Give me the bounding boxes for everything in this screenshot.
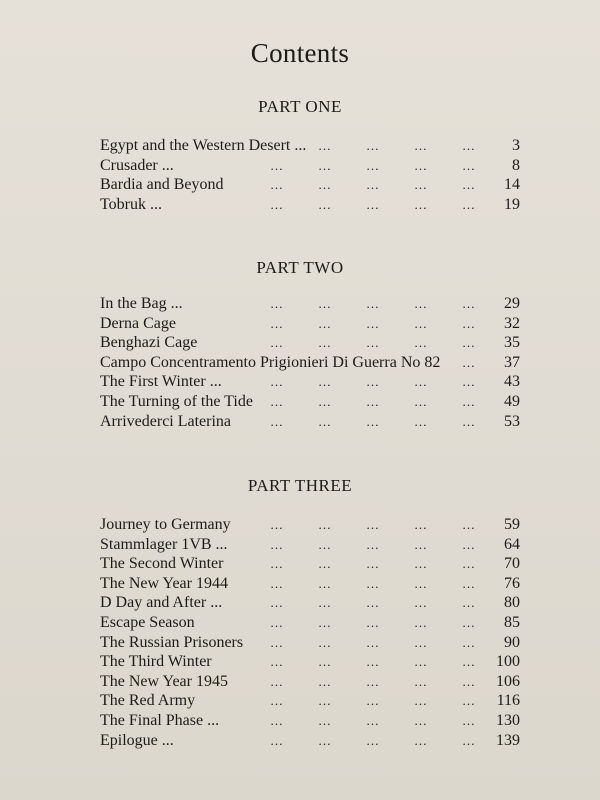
dot-leader: … bbox=[462, 296, 476, 311]
dot-leader: … bbox=[318, 138, 332, 153]
dot-leader: … bbox=[462, 673, 476, 689]
toc-entry bbox=[100, 156, 520, 176]
dot-leader: … bbox=[318, 673, 332, 689]
dot-leader: … bbox=[318, 413, 332, 429]
entry-page: 90 bbox=[504, 633, 520, 651]
dot-leader: … bbox=[414, 393, 428, 409]
dot-leader: … bbox=[318, 575, 332, 591]
entry-page: 43 bbox=[504, 373, 520, 391]
dot-leader: … bbox=[462, 634, 476, 650]
entry-title: The Turning of the Tide bbox=[100, 392, 253, 410]
dot-leader: … bbox=[270, 296, 284, 311]
entry-page: 100 bbox=[496, 653, 520, 671]
dot-leader: … bbox=[270, 315, 284, 331]
entry-title: Derna Cage bbox=[100, 314, 176, 332]
entry-page: 14 bbox=[504, 176, 520, 194]
entry-title: D Day and After ... bbox=[100, 594, 223, 612]
toc-entry bbox=[100, 412, 520, 432]
dot-leader: … bbox=[270, 634, 284, 650]
entry-title: The First Winter ... bbox=[100, 373, 222, 391]
dot-leader: … bbox=[366, 595, 380, 611]
dot-leader: … bbox=[414, 673, 428, 689]
dot-leader: … bbox=[270, 517, 284, 532]
dot-leader: … bbox=[414, 138, 428, 153]
entry-page: 106 bbox=[496, 672, 520, 690]
dot-leader: … bbox=[366, 315, 380, 331]
dot-leader: … bbox=[270, 556, 284, 572]
dot-leader: … bbox=[414, 413, 428, 429]
dot-leader: … bbox=[414, 732, 428, 748]
dot-leader: … bbox=[318, 536, 332, 552]
toc-entry bbox=[100, 195, 520, 215]
dot-leader: … bbox=[366, 177, 380, 193]
dot-leader: … bbox=[414, 575, 428, 591]
entry-title: Tobruk ... bbox=[100, 195, 162, 213]
toc-entry bbox=[100, 392, 520, 412]
dot-leader: … bbox=[318, 157, 332, 173]
entry-title: Arrivederci Laterina bbox=[100, 412, 232, 430]
toc-entry bbox=[100, 711, 520, 731]
dot-leader: … bbox=[270, 536, 284, 552]
dot-leader: … bbox=[366, 536, 380, 552]
dot-leader: … bbox=[270, 693, 284, 709]
dot-leader: … bbox=[318, 556, 332, 572]
dot-leader: … bbox=[414, 634, 428, 650]
toc-entry bbox=[100, 136, 520, 156]
toc-entry bbox=[100, 333, 520, 353]
dot-leader: … bbox=[366, 335, 380, 351]
dot-leader: … bbox=[462, 196, 476, 212]
entry-title: Journey to Germany bbox=[100, 516, 231, 533]
dot-leader: … bbox=[414, 556, 428, 572]
entry-title: Benghazi Cage bbox=[100, 334, 198, 352]
entry-page: 37 bbox=[504, 353, 520, 371]
dot-leader: … bbox=[366, 614, 380, 630]
entry-page: 32 bbox=[504, 314, 520, 332]
entry-page: 49 bbox=[504, 392, 520, 410]
entry-page: 29 bbox=[504, 295, 520, 312]
dot-leader: … bbox=[366, 393, 380, 409]
dot-leader: … bbox=[414, 296, 428, 311]
entry-page: 116 bbox=[496, 692, 520, 710]
dot-leader: … bbox=[414, 712, 428, 728]
part-three-list bbox=[100, 515, 520, 750]
dot-leader: … bbox=[462, 575, 476, 591]
dot-leader: … bbox=[414, 614, 428, 630]
dot-leader: … bbox=[366, 374, 380, 390]
dot-leader: … bbox=[318, 634, 332, 650]
dot-leader: … bbox=[462, 712, 476, 728]
dot-leader: … bbox=[270, 196, 284, 212]
entry-page: 64 bbox=[504, 535, 520, 553]
dot-leader: … bbox=[366, 196, 380, 212]
dot-leader: … bbox=[414, 595, 428, 611]
dot-leader: … bbox=[414, 536, 428, 552]
entry-page: 19 bbox=[504, 195, 520, 213]
dot-leader: … bbox=[462, 177, 476, 193]
dot-leader: … bbox=[414, 693, 428, 709]
dot-leader: … bbox=[270, 413, 284, 429]
toc-entry bbox=[100, 353, 520, 373]
toc-entry bbox=[100, 633, 520, 653]
entry-title: The Second Winter bbox=[100, 555, 224, 573]
part-two-heading: PART TWO bbox=[256, 258, 344, 277]
dot-leader: … bbox=[462, 138, 476, 153]
dot-leader: … bbox=[318, 595, 332, 611]
entry-title: The Third Winter bbox=[100, 653, 212, 671]
dot-leader: … bbox=[318, 654, 332, 670]
dot-leader: … bbox=[318, 335, 332, 351]
entry-page: 35 bbox=[504, 334, 520, 352]
toc-entry bbox=[100, 691, 520, 711]
entry-title: Crusader ... bbox=[100, 156, 174, 174]
dot-leader: … bbox=[270, 157, 284, 173]
dot-leader: … bbox=[462, 315, 476, 331]
dot-leader: … bbox=[318, 712, 332, 728]
dot-leader: … bbox=[318, 732, 332, 748]
contents-title: Contents bbox=[250, 38, 350, 68]
dot-leader: … bbox=[462, 595, 476, 611]
dot-leader: … bbox=[318, 177, 332, 193]
toc-entry bbox=[100, 175, 520, 195]
toc-entry bbox=[100, 613, 520, 633]
dot-leader: … bbox=[462, 335, 476, 351]
dot-leader: … bbox=[462, 654, 476, 670]
dot-leader: … bbox=[270, 712, 284, 728]
toc-entry bbox=[100, 535, 520, 555]
entry-page: 70 bbox=[504, 555, 520, 573]
entry-page: 3 bbox=[512, 137, 520, 154]
toc-entry bbox=[100, 372, 520, 392]
entry-title: Egypt and the Western Desert ... bbox=[100, 137, 307, 154]
toc-entry bbox=[100, 294, 520, 314]
entry-title: In the Bag ... bbox=[100, 295, 183, 312]
dot-leader: … bbox=[462, 354, 476, 370]
dot-leader: … bbox=[414, 157, 428, 173]
dot-leader: … bbox=[414, 315, 428, 331]
dot-leader: … bbox=[318, 614, 332, 630]
dot-leader: … bbox=[366, 712, 380, 728]
dot-leader: … bbox=[462, 393, 476, 409]
dot-leader: … bbox=[270, 595, 284, 611]
part-three-heading: PART THREE bbox=[247, 476, 353, 495]
dot-leader: … bbox=[366, 575, 380, 591]
toc-entry bbox=[100, 672, 520, 692]
entry-title: Bardia and Beyond bbox=[100, 176, 224, 194]
dot-leader: … bbox=[462, 517, 476, 532]
dot-leader: … bbox=[414, 654, 428, 670]
entry-page: 139 bbox=[496, 731, 520, 749]
dot-leader: … bbox=[366, 556, 380, 572]
toc-entry bbox=[100, 314, 520, 334]
dot-leader: … bbox=[366, 673, 380, 689]
dot-leader: … bbox=[366, 732, 380, 748]
dot-leader: … bbox=[270, 575, 284, 591]
entry-page: 8 bbox=[512, 156, 520, 174]
dot-leader: … bbox=[270, 673, 284, 689]
dot-leader: … bbox=[366, 654, 380, 670]
entry-title: The Final Phase ... bbox=[100, 711, 220, 729]
dot-leader: … bbox=[414, 374, 428, 390]
toc-entry bbox=[100, 593, 520, 613]
toc-entry bbox=[100, 574, 520, 594]
dot-leader: … bbox=[414, 335, 428, 351]
entry-title: Epilogue ... bbox=[100, 731, 174, 749]
dot-leader: … bbox=[366, 413, 380, 429]
dot-leader: … bbox=[270, 177, 284, 193]
entry-title: The Red Army bbox=[100, 692, 196, 710]
entry-page: 53 bbox=[504, 412, 520, 430]
dot-leader: … bbox=[414, 517, 428, 532]
dot-leader: … bbox=[462, 536, 476, 552]
entry-title: The New Year 1945 bbox=[100, 672, 228, 690]
entry-title: The New Year 1944 bbox=[100, 574, 228, 592]
dot-leader: … bbox=[270, 335, 284, 351]
dot-leader: … bbox=[318, 374, 332, 390]
entry-title: Campo Concentramento Prigionieri Di Guerra No 82 bbox=[100, 353, 441, 371]
dot-leader: … bbox=[366, 693, 380, 709]
dot-leader: … bbox=[462, 614, 476, 630]
dot-leader: … bbox=[366, 634, 380, 650]
part-two-list bbox=[100, 294, 520, 431]
dot-leader: … bbox=[462, 556, 476, 572]
dot-leader: … bbox=[366, 296, 380, 311]
dot-leader: … bbox=[270, 614, 284, 630]
entry-title: Stammlager 1VB ... bbox=[100, 535, 228, 553]
dot-leader: … bbox=[414, 177, 428, 193]
dot-leader: … bbox=[270, 732, 284, 748]
dot-leader: … bbox=[270, 393, 284, 409]
toc-entry bbox=[100, 652, 520, 672]
dot-leader: … bbox=[366, 138, 380, 153]
entry-title: The Russian Prisoners bbox=[100, 633, 244, 651]
entry-page: 130 bbox=[496, 711, 520, 729]
entry-title: Escape Season bbox=[100, 613, 195, 631]
entry-page: 59 bbox=[504, 516, 520, 533]
dot-leader: … bbox=[414, 196, 428, 212]
dot-leader: … bbox=[462, 413, 476, 429]
dot-leader: … bbox=[318, 196, 332, 212]
dot-leader: … bbox=[270, 654, 284, 670]
toc-entry bbox=[100, 515, 520, 535]
dot-leader: … bbox=[366, 517, 380, 532]
dot-leader: … bbox=[462, 693, 476, 709]
toc-entry bbox=[100, 731, 520, 751]
entry-page: 76 bbox=[504, 574, 520, 592]
entry-page: 85 bbox=[504, 613, 520, 631]
toc-entry bbox=[100, 554, 520, 574]
dot-leader: … bbox=[462, 157, 476, 173]
dot-leader: … bbox=[318, 693, 332, 709]
part-one-list bbox=[100, 136, 520, 214]
dot-leader: … bbox=[462, 732, 476, 748]
dot-leader: … bbox=[318, 296, 332, 311]
dot-leader: … bbox=[318, 315, 332, 331]
dot-leader: … bbox=[318, 393, 332, 409]
dot-leader: … bbox=[318, 517, 332, 532]
entry-page: 80 bbox=[504, 594, 520, 612]
dot-leader: … bbox=[366, 157, 380, 173]
part-one-heading: PART ONE bbox=[258, 97, 342, 116]
dot-leader: … bbox=[462, 374, 476, 390]
dot-leader: … bbox=[270, 374, 284, 390]
